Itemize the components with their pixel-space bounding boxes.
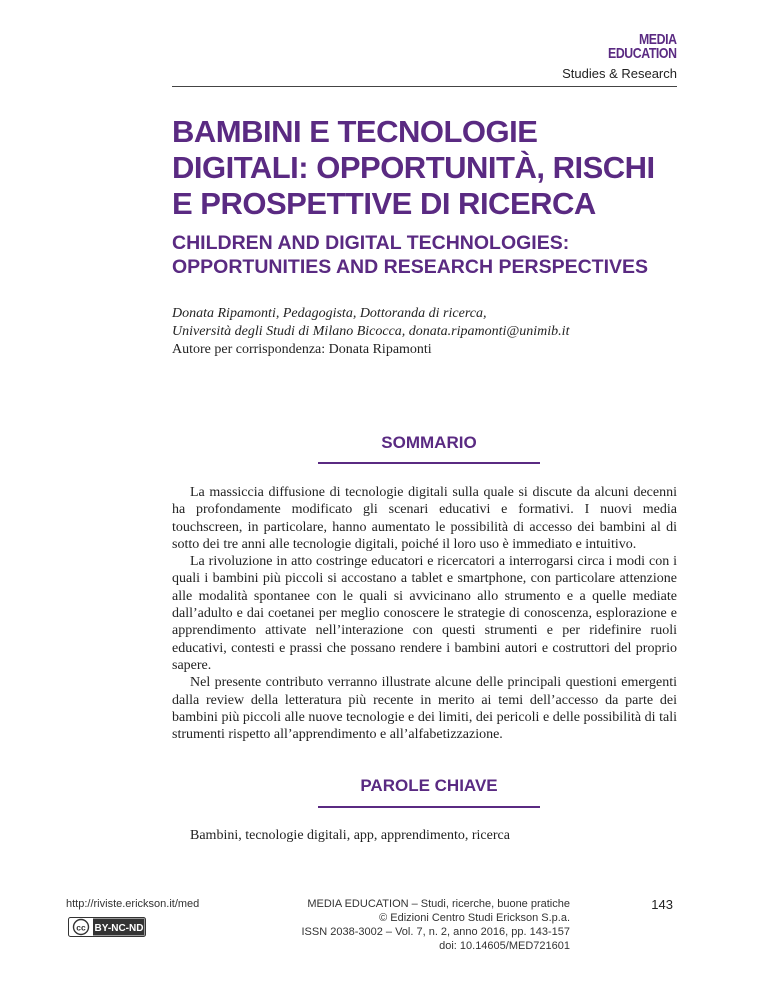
abstract-paragraph: Nel presente contributo verranno illustrate alcune delle principali questioni emergenti dalla review della letteratura più recente in merito ai temi dell’accesso da parte dei bambini più piccoli alle nuove tecnologie e dei limiti, dei pericoli e delle possibilità di tali strumenti rispetto all’apprendimento e all’alfabetizzazione.: [172, 675, 677, 743]
abstract-heading-rule: [318, 462, 540, 464]
abstract-heading: SOMMARIO: [381, 433, 477, 452]
publisher: © Edizioni Centro Studi Erickson S.p.a.: [379, 912, 570, 924]
journal-name: MEDIA EDUCATION – Studi, ricerche, buone pratiche: [307, 898, 570, 910]
keywords-heading: PAROLE CHIAVE: [360, 776, 498, 795]
journal-url[interactable]: http://riviste.erickson.it/med: [66, 898, 200, 910]
keywords-list: Bambini, tecnologie digitali, app, apprendimento, ricerca: [190, 828, 510, 843]
abstract-paragraph: La massiccia diffusione di tecnologie digitali sulla quale si discute da alcuni decenni ha profondamente modificato gli scenari educativi e formativi. I nuovi media touchscreen, in particolare, hanno aumentato le possibilità di accesso dei bambini al di sotto dei tre anni alle tecnologie digitali, poiché il loro uso è immediato e intuitivo.: [172, 485, 677, 552]
abstract-body: [172, 484, 677, 743]
journal-subtitle: Studies & Research: [562, 66, 677, 81]
license-label: BY-NC-ND: [94, 922, 144, 934]
header-divider: [172, 86, 677, 87]
author-affiliation: [172, 305, 569, 341]
logo-line-2: EDUCATION: [608, 45, 677, 62]
title-it-line: DIGITALI: OPPORTUNITÀ, RISCHI: [172, 150, 655, 185]
publication-info: [302, 897, 571, 953]
affiliation-line: Università degli Studi di Milano Bicocca, donata.ripamonti@unimib.it: [172, 324, 570, 339]
keywords-heading-rule: [318, 806, 540, 808]
creative-commons-badge: [68, 917, 146, 937]
issn-volume: ISSN 2038-3002 – Vol. 7, n. 2, anno 2016, pp. 143-157: [301, 926, 570, 938]
logo-line-1: MEDIA: [639, 31, 677, 48]
page-number: 143: [651, 897, 673, 912]
title-en-line: CHILDREN AND DIGITAL TECHNOLOGIES:: [172, 232, 570, 254]
title-it-line: BAMBINI E TECNOLOGIE: [172, 114, 538, 149]
journal-logo: [608, 33, 677, 61]
doi: doi: 10.14605/MED721601: [439, 940, 570, 952]
author-line: Donata Ripamonti, Pedagogista, Dottoranda di ricerca,: [172, 306, 487, 321]
article-title-english: [172, 231, 672, 279]
article-title-italian: [172, 114, 672, 222]
cc-icon-label: cc: [76, 922, 86, 933]
correspondence-author: Autore per corrispondenza: Donata Ripamonti: [172, 342, 432, 357]
title-en-line: OPPORTUNITIES AND RESEARCH PERSPECTIVES: [172, 256, 649, 278]
abstract-paragraph: La rivoluzione in atto costringe educatori e ricercatori a interrogarsi circa i modi con i quali i bambini più piccoli si accostano a tablet e smartphone, con particolare attenzione alle modalità spontanee con le quali si avvicinano allo strumento e a quelle mediate dall’adulto e dai coetanei per meglio conoscere le strategie di conoscenza, esplorazione e apprendimento attivate nell’interazione con questi strumenti e per ridefinire ruoli educativi, contesti e prassi che possano rendere i bambini autori e costruttori del proprio sapere.: [172, 554, 677, 673]
title-it-line: E PROSPETTIVE DI RICERCA: [172, 186, 596, 221]
